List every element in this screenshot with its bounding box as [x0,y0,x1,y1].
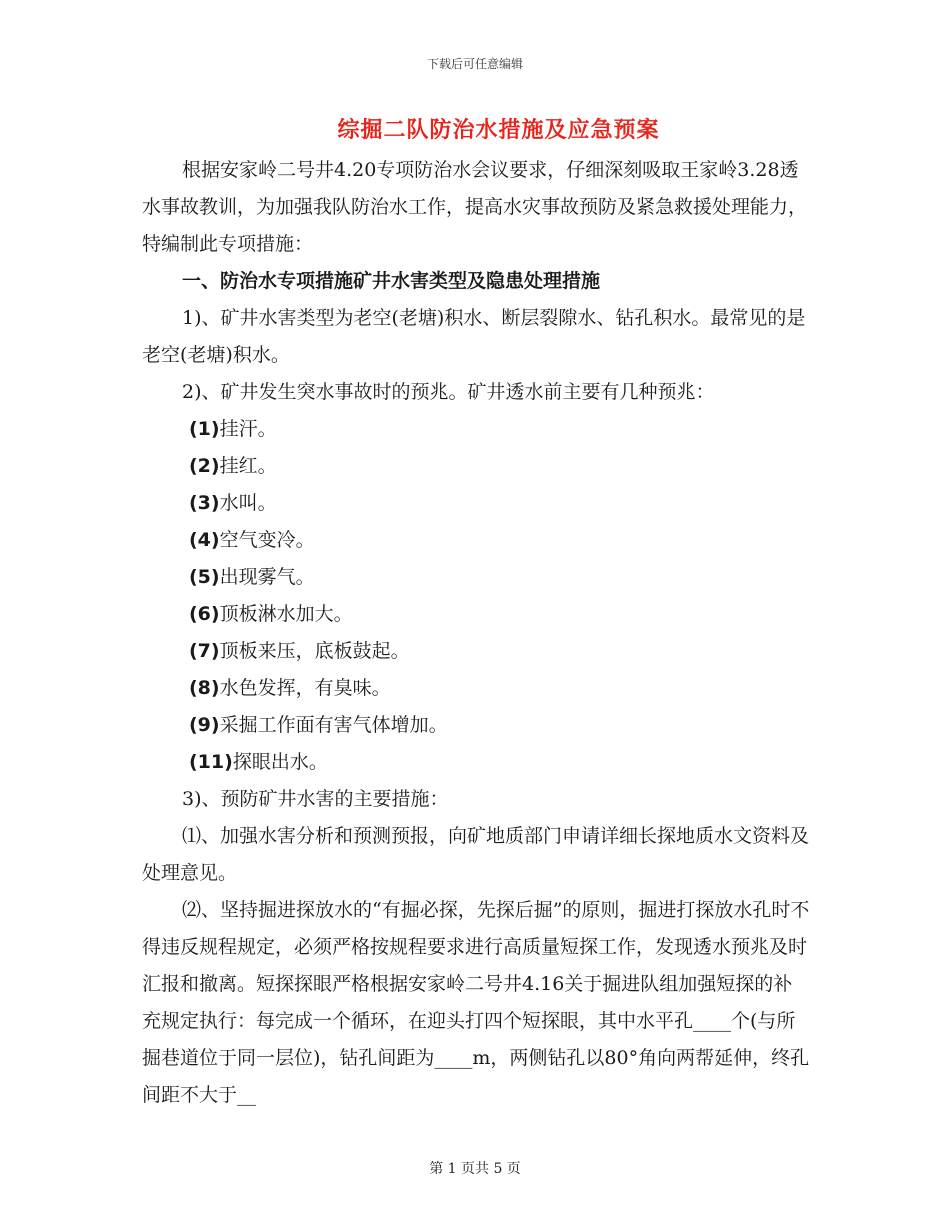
list-text: 探眼出水。 [232,751,328,773]
list-number: (8) [189,677,220,699]
list-text: 水色发挥，有臭味。 [219,677,391,699]
list-item [142,596,810,633]
list-number: (2) [189,455,220,477]
list-number: (7) [189,640,220,662]
list-item [142,670,810,707]
list-number: (9) [189,714,220,736]
page-footer: 第 1 页共 5 页 [429,1161,521,1177]
document-body [142,152,810,1114]
list-number: (5) [189,566,220,588]
list-item [142,744,810,781]
list-text: 顶板淋水加大。 [219,603,353,625]
list-item [142,411,810,448]
list-item [142,633,810,670]
measure-item-1: ⑴、加强水害分析和预测预报，向矿地质部门申请详细长探地质水文资料及处理意见。 [142,825,810,884]
list-text: 出现雾气。 [219,566,315,588]
list-text: 顶板来压，底板鼓起。 [219,640,410,662]
paragraph-water-hazard-types: 1)、矿井水害类型为老空(老塘)积水、断层裂隙水、钻孔积水。最常见的是老空(老塘)积水。 [142,307,806,366]
list-text: 挂汗。 [219,418,277,440]
paragraph-prevention-measures: 3)、预防矿井水害的主要措施： [182,788,449,810]
list-item [142,485,810,522]
list-item [142,707,810,744]
paragraph-warning-signs: 2)、矿井发生突水事故时的预兆。矿井透水前主要有几种预兆： [182,381,715,403]
document-title: 综掘二队防治水措施及应急预案 [337,117,660,143]
list-text: 挂红。 [219,455,277,477]
list-item [142,522,810,559]
list-number: (3) [189,492,220,514]
warning-sign-list [142,411,810,781]
list-text: 空气变冷。 [219,529,315,551]
list-item [142,559,810,596]
list-number: (4) [189,529,220,551]
list-text: 采掘工作面有害气体增加。 [219,714,448,736]
measure-item-2: ⑵、坚持掘进探放水的“有掘必探，先探后掘”的原则，掘进打探放水孔时不得违反规程规定，必须严格按规程要求进行高质量短探工作，发现透水预兆及时汇报和撤离。短探探眼严格根据安家岭二号井4.16关于掘进队组加强短探的补充规定执行：每完成一个循环，在迎头打四个短探眼，其中水平孔____个(与所掘巷道位于同一层位)，钻孔间距为____m，两侧钻孔以80°角向两帮延伸，终孔间距不大于__ [142,899,810,1106]
list-number: (1) [189,418,220,440]
page-header: 下载后可任意编辑 [426,57,523,71]
list-number: (6) [189,603,220,625]
section-heading: 一、防治水专项措施矿井水害类型及隐患处理措施 [182,270,601,292]
list-item [142,448,810,485]
list-text: 水叫。 [219,492,277,514]
list-number: (11) [189,751,233,773]
intro-paragraph: 根据安家岭二号井4.20专项防治水会议要求，仔细深刻吸取王家岭3.28透水事故教训，为加强我队防治水工作，提高水灾事故预防及紧急救援处理能力，特编制此专项措施： [142,159,808,255]
